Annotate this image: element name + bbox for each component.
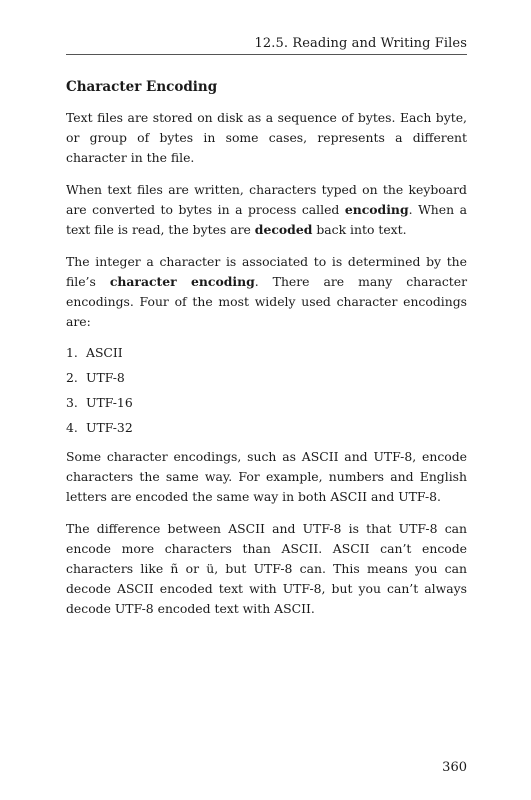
paragraph-3-text-a: The integer a character is associated to is determined by the file’s [66,254,467,289]
list-number: 4. [66,420,78,435]
list-text: UTF-16 [86,395,133,410]
paragraph-1: Text files are stored on disk as a sequence of bytes. Each byte, or group of bytes in some cases, represents a different character in the file. [66,110,467,165]
page-content [66,78,467,631]
list-number: 3. [66,395,78,410]
paragraph-2-text-b: . When a text file is read, the bytes are [66,202,467,237]
page-number: 360 [442,760,467,775]
term-character-encoding: character encoding [109,274,255,289]
paragraph-5: The difference between ASCII and UTF-8 is that UTF-8 can encode more characters than ASCII. ASCII can’t encode characters like ñ or ü, but UTF-8 can. This means you can decode ASCII encoded text with UTF-8, but you can’t always decode UTF-8 encoded text with ASCII. [66,521,467,616]
paragraph-4: Some character encodings, such as ASCII and UTF-8, encode characters the same way. For example, numbers and English letters are encoded the same way in both ASCII and UTF-8. [66,449,467,504]
list-item [66,369,467,387]
encoding-list [66,344,467,437]
book-page [66,0,467,800]
paragraph-3-text-b: . There are many character encodings. Four of the most widely used character encodings are: [66,274,467,329]
header-rule [66,54,467,55]
list-number: 2. [66,370,78,385]
list-text: ASCII [86,345,123,360]
list-item [66,419,467,437]
paragraph-2-text-c: back into text. [312,222,407,237]
section-title: Character Encoding [66,79,218,95]
list-text: UTF-8 [86,370,125,385]
running-head: 12.5. Reading and Writing Files [254,36,467,51]
paragraph-2 [66,180,467,240]
term-encoding: encoding [344,202,409,217]
list-item [66,344,467,362]
list-number: 1. [66,345,78,360]
list-item [66,394,467,412]
list-text: UTF-32 [86,420,133,435]
paragraph-3 [66,252,467,332]
term-decoded: decoded [254,222,313,237]
paragraph-2-text-a: When text files are written, characters typed on the keyboard are converted to bytes in a process called [66,182,467,217]
